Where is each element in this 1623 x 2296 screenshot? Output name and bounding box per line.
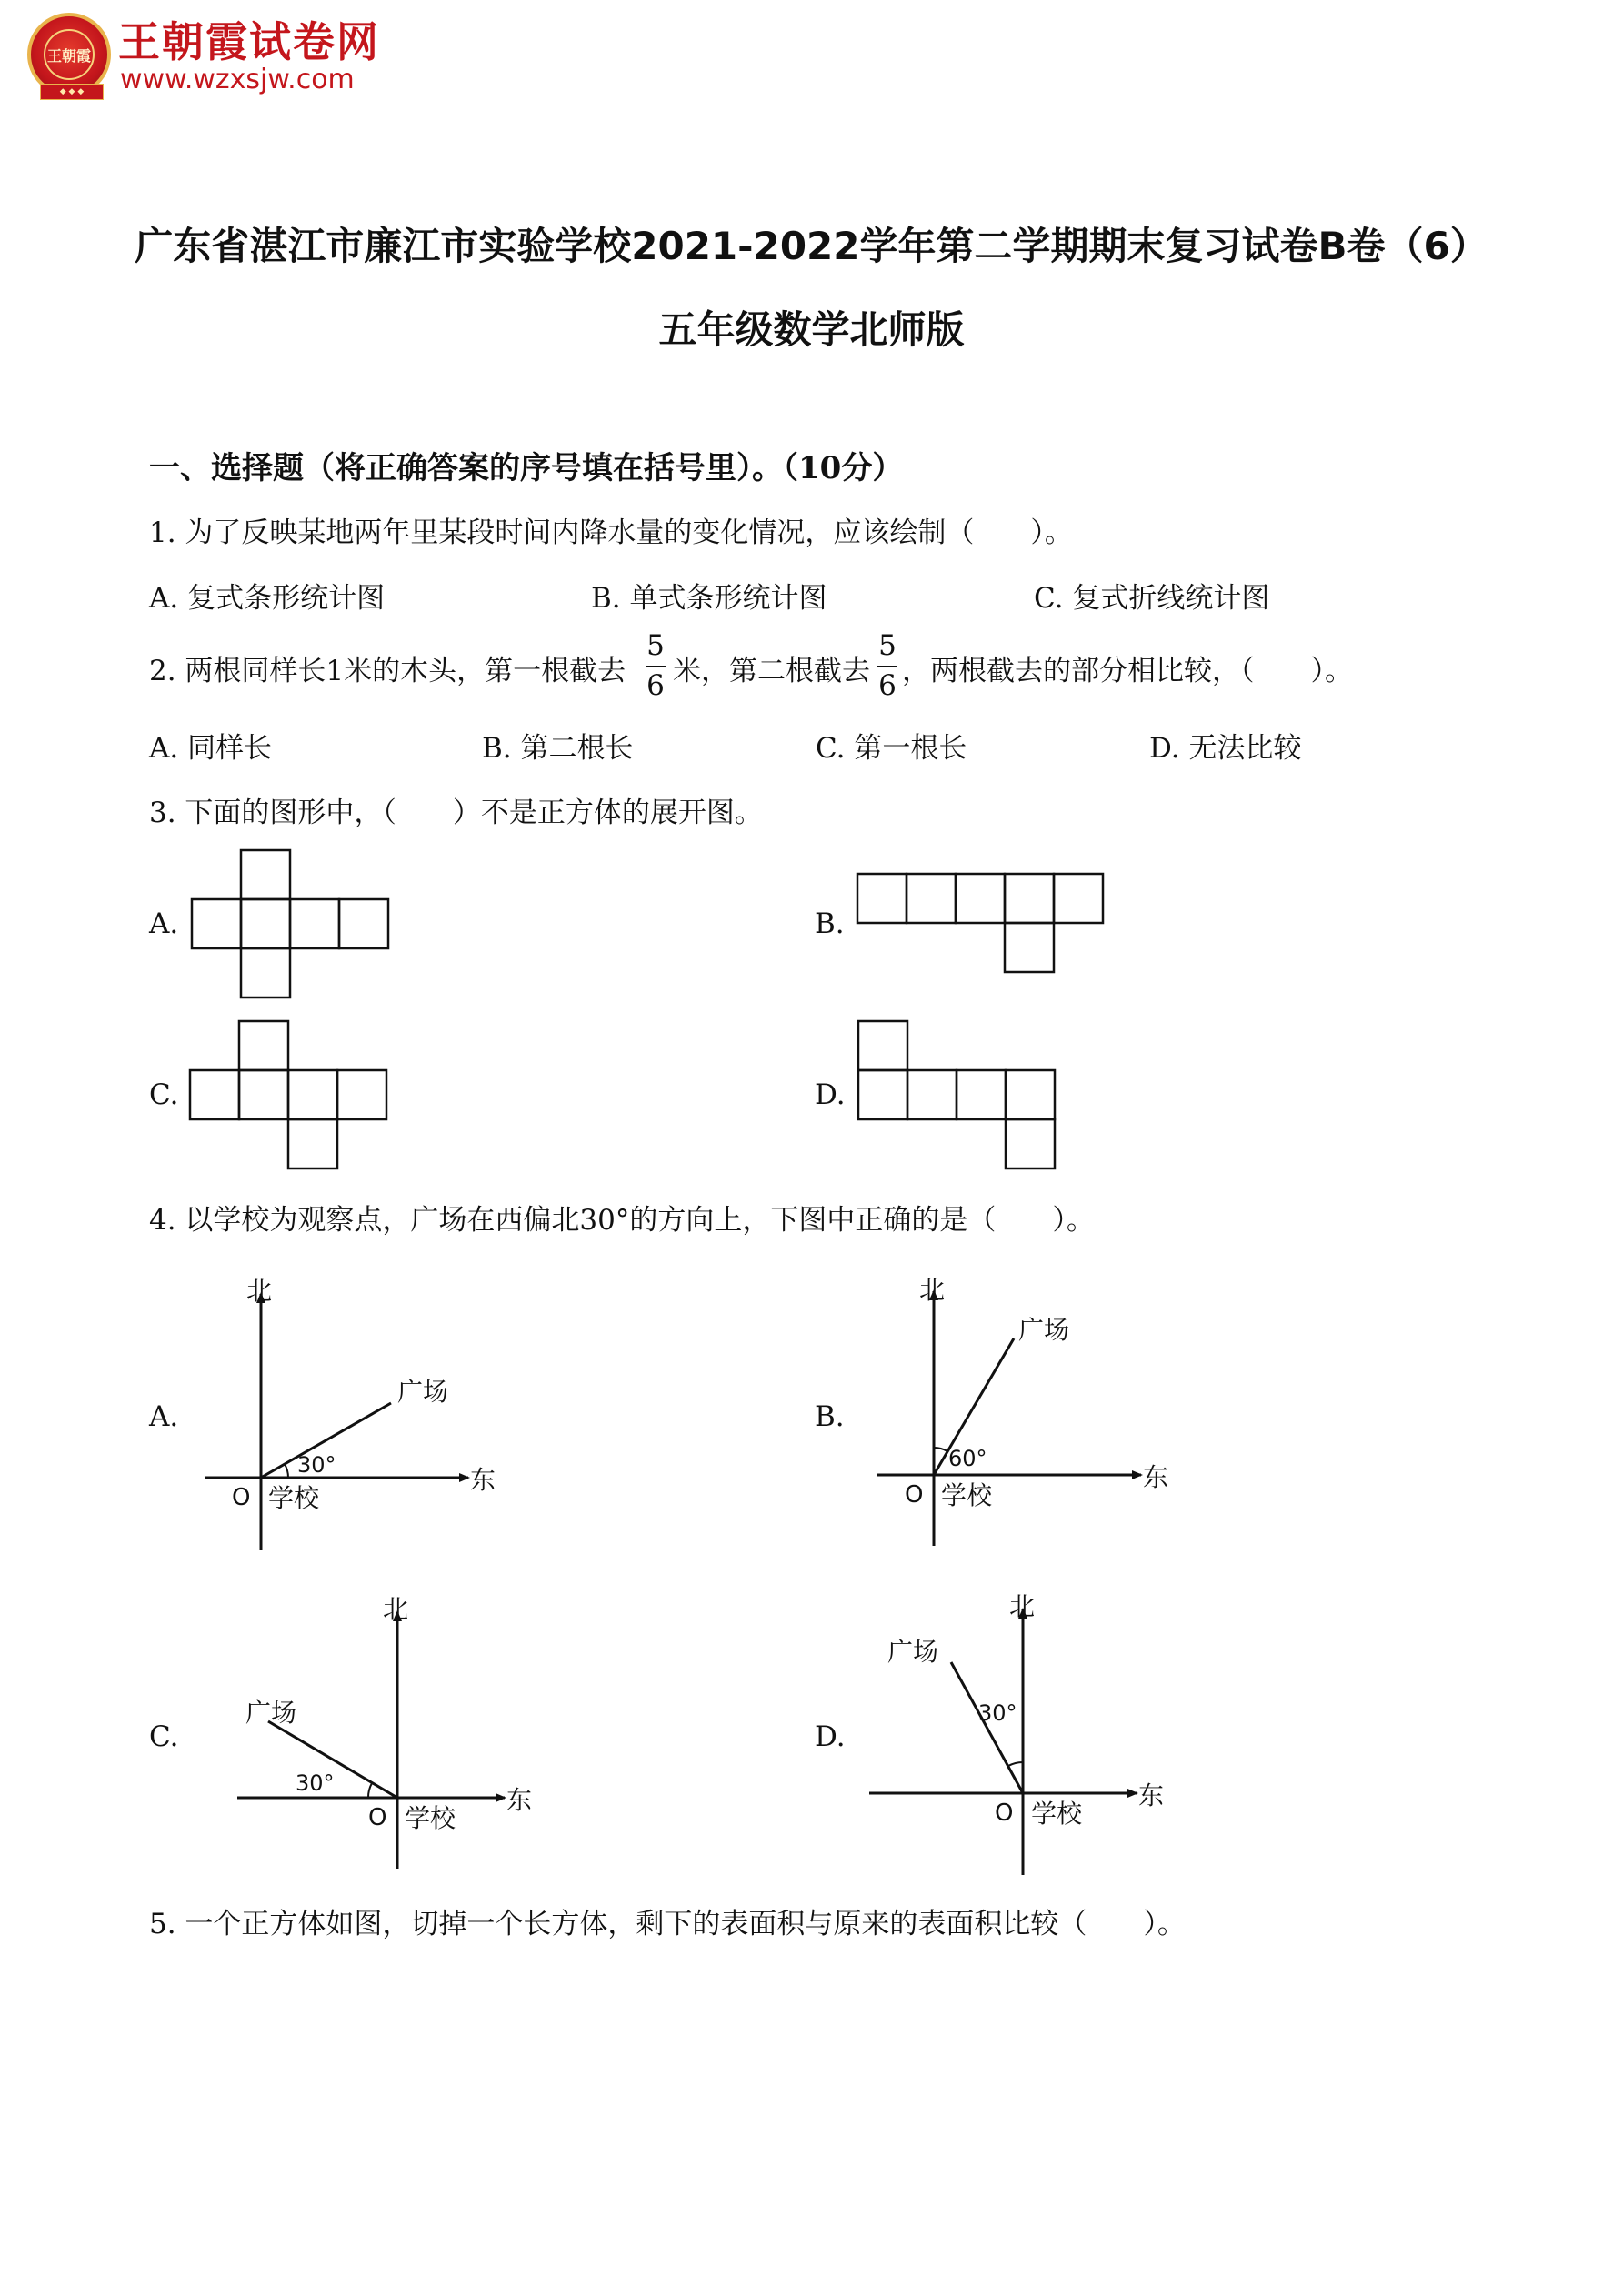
origin-label: O <box>232 1484 251 1511</box>
logo-text: 王朝霞 <box>44 29 95 80</box>
q4-label-d: D. <box>815 1720 846 1753</box>
q1-option-c: C. 复式折线统计图 <box>1034 582 1270 615</box>
origin-label: O <box>905 1481 924 1509</box>
school-label: 学校 <box>405 1803 456 1833</box>
question-2-part2: 米，第二根截去 <box>673 655 870 687</box>
fraction-bar <box>877 666 897 667</box>
fraction-numerator: 5 <box>878 629 897 662</box>
q3-net-d <box>855 1018 1068 1173</box>
question-2-part1: 2. 两根同样长1米的木头，第一根截去 <box>149 655 626 687</box>
q3-label-d: D. <box>815 1078 846 1111</box>
fraction-denominator: 6 <box>878 669 897 702</box>
q3-label-a: A. <box>149 907 179 940</box>
q4-label-c: C. <box>149 1720 179 1753</box>
square-label: 广场 <box>245 1698 297 1728</box>
page-subtitle: 五年级数学北师版 <box>658 307 965 352</box>
brand-url[interactable]: www.wzxsjw.com <box>120 64 355 95</box>
school-label: 学校 <box>1031 1799 1083 1829</box>
q3-label-b: B. <box>815 907 845 940</box>
fraction-numerator: 5 <box>646 629 665 662</box>
q4-diagram-b <box>868 1273 1196 1555</box>
q1-option-a: A. 复式条形统计图 <box>149 582 386 615</box>
logo-ribbon: ◆ ◆ ◆ <box>40 84 104 100</box>
q2-option-c: C. 第一根长 <box>816 732 967 765</box>
east-label: 东 <box>1138 1780 1165 1810</box>
school-label: 学校 <box>941 1480 993 1510</box>
east-label: 东 <box>1143 1462 1169 1492</box>
origin-label: O <box>995 1800 1014 1827</box>
north-label: 北 <box>1009 1593 1036 1621</box>
q2-option-d: D. 无法比较 <box>1149 732 1302 765</box>
q1-option-b: B. 单式条形统计图 <box>591 582 827 615</box>
q4-diagram-a <box>195 1278 523 1559</box>
north-label: 北 <box>383 1596 409 1624</box>
fraction-denominator: 6 <box>646 669 665 702</box>
brand-name: 王朝霞试卷网 <box>118 17 380 66</box>
section-heading: 一、选择题（将正确答案的序号填在括号里）。（10分） <box>149 450 904 486</box>
question-2-part3: ，两根截去的部分相比较，（ ）。 <box>902 655 1353 687</box>
q4-label-b: B. <box>815 1400 845 1433</box>
q4-diagram-d <box>864 1593 1191 1875</box>
q3-label-c: C. <box>149 1078 179 1111</box>
east-label: 东 <box>506 1785 533 1815</box>
north-label: 北 <box>246 1278 273 1306</box>
question-4: 4. 以学校为观察点，广场在西偏北30°的方向上，下图中正确的是（ ）。 <box>149 1204 1095 1237</box>
q3-net-a <box>186 847 400 1002</box>
q4-label-a: A. <box>149 1400 179 1433</box>
q2-fraction-1 <box>644 629 667 702</box>
angle-label: 30° <box>296 1770 335 1796</box>
school-label: 学校 <box>268 1483 320 1513</box>
square-label: 广场 <box>1018 1315 1070 1345</box>
north-label: 北 <box>919 1275 946 1305</box>
q2-fraction-2 <box>876 629 899 702</box>
q4-diagram-c <box>232 1596 559 1878</box>
question-3: 3. 下面的图形中，（ ）不是正方体的展开图。 <box>149 797 763 829</box>
square-label: 广场 <box>887 1637 939 1667</box>
question-1: 1. 为了反映某地两年里某段时间内降水量的变化情况，应该绘制（ ）。 <box>149 516 1073 549</box>
q3-net-c <box>186 1018 400 1173</box>
question-5: 5. 一个正方体如图，切掉一个长方体，剩下的表面积与原来的表面积比较（ ）。 <box>149 1908 1186 1940</box>
angle-label: 30° <box>297 1452 336 1478</box>
fraction-bar <box>646 666 666 667</box>
angle-label: 60° <box>948 1446 987 1471</box>
q3-net-b <box>855 871 1109 980</box>
origin-label: O <box>368 1804 387 1831</box>
q2-option-b: B. 第二根长 <box>482 732 634 765</box>
q2-option-a: A. 同样长 <box>149 732 273 765</box>
page-title: 广东省湛江市廉江市实验学校2021-2022学年第二学期期末复习试卷B卷（6） <box>135 224 1488 268</box>
east-label: 东 <box>470 1465 496 1495</box>
angle-label: 30° <box>978 1700 1017 1726</box>
square-label: 广场 <box>397 1377 449 1407</box>
